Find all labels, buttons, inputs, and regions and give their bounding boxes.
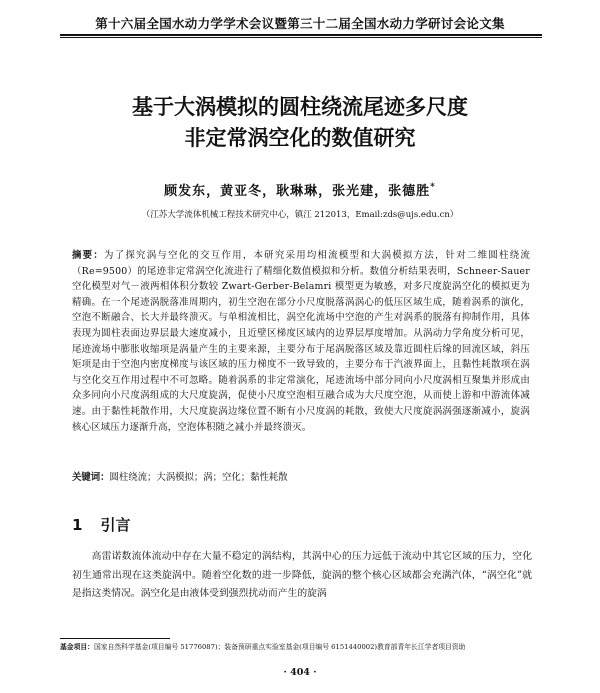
abstract — [72, 248, 530, 435]
author-names: 顾发东，黄亚冬，耿琳琳，张光建，张德胜 — [164, 184, 431, 199]
corresponding-author-mark: * — [430, 182, 436, 193]
page-number: · 404 · — [283, 667, 317, 678]
section-number: 1 — [72, 516, 83, 534]
running-header: 第十六届全国水动力学学术会议暨第三十二届全国水动力学研讨会论文集 — [95, 16, 505, 31]
author-list — [60, 180, 540, 199]
abstract-label: 摘要： — [72, 250, 105, 261]
header-rule-thin — [60, 37, 542, 38]
keywords-label: 关键词： — [72, 472, 110, 483]
section-heading — [72, 514, 372, 535]
footnote-label: 基金项目： — [60, 643, 94, 651]
footnote-text: 国家自然科学基金(项目编号 51776087)；装备预研重点实验室基金(项目编号 6151440002)教育部青年长江学者项目资助 — [93, 643, 466, 651]
intro-paragraph: 高雷诺数流体流动中存在大量不稳定的涡结构，其涡中心的压力远低于流动中其它区域的压力，空化初生通常出现在这类旋涡中。随着空化数的进一步降低，旋涡的整个核心区域都会充满汽体，“涡空化”就是指这类情况。涡空化是由液体受到强烈扰动而产生的旋涡 — [72, 551, 532, 600]
affiliation: （江苏大学流体机械工程技术研究中心，镇江 212013，Email:zds@ujs.edu.cn） — [141, 210, 459, 220]
abstract-text: 为了探究涡与空化的交互作用，本研究采用均相流模型和大涡模拟方法，针对二维圆柱绕流（Re=9500）的尾迹非定常涡空化流进行了精细化数值模拟和分析。数值分析结果表明，Schneer-Sauer 空化模型对气－液两相体积分数较 Zwart-Gerber-Belamri 模型更为敏感，对多尺度旋涡空化的模拟更为精确。在一个尾迹涡脱落准周期内，初生空泡在部分小尺度脱落涡涡心的低压区域生成，随着涡系的演化，空泡不断融合、长大并最终溃灭。与单相流相比，涡空化流场中空泡的产生对涡系的脱落有抑制作用，具体表现为圆柱表面边界层最大速度减小，且近壁区梯度区域内的边界层厚度增加。从涡动力学角度分析可见，尾迹流场中膨胀收缩项是涡量产生的主要来源，主要分布于尾涡脱落区域及靠近圆柱后缘的回流区域，斜压矩项是由于空泡内密度梯度与该区域的压力梯度不一致导致的，主要分布于汽液界面上，且黏性耗散项在涡与空化交互作用过程中不可忽略。随着涡系的非定常演化，尾迹流场中部分同向小尺度涡相互聚集并形成由众多同向小尺度涡组成的大尺度旋涡，促使小尺度空泡相互融合成为大尺度空泡，从而使上游和中游流体减速。由于黏性耗散作用，大尺度旋涡边缘位置不断有小尺度涡的耗散，致使大尺度旋涡涡强逐渐减小，旋涡核心区域压力逐渐升高，空泡体积随之减小并最终溃灭。 — [72, 250, 530, 433]
paper-title-line-2: 非定常涡空化的数值研究 — [184, 126, 416, 150]
header-rule — [60, 34, 542, 36]
footnote-rule — [60, 638, 170, 639]
paper-title-line-1: 基于大涡模拟的圆柱绕流尾迹多尺度 — [132, 95, 468, 119]
section-title: 引言 — [100, 516, 131, 534]
keywords-text: 圆柱绕流；大涡模拟；涡；空化；黏性耗散 — [109, 472, 288, 483]
footnote — [60, 642, 540, 652]
paper-title — [80, 92, 520, 154]
keywords — [72, 470, 530, 485]
